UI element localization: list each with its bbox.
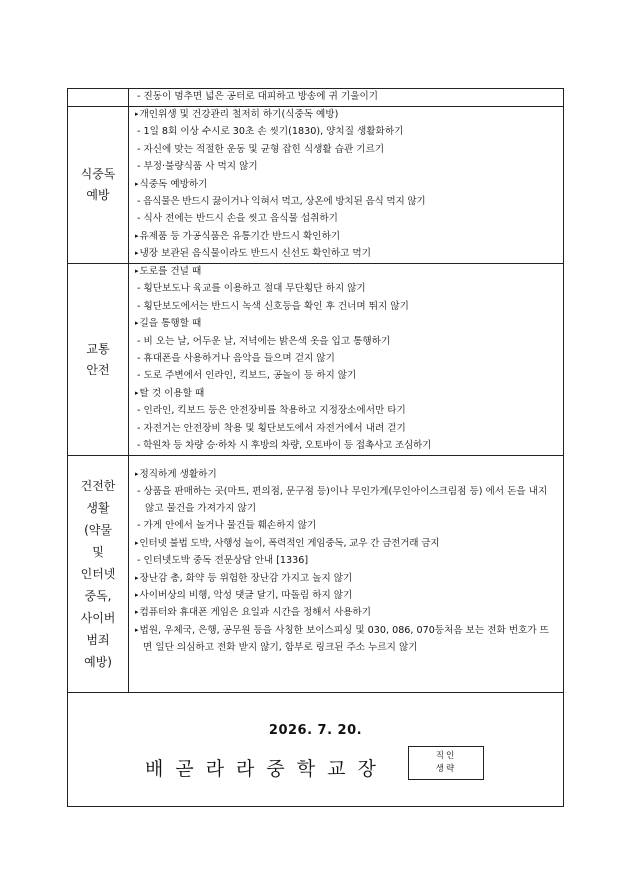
- list-item: [135, 622, 553, 656]
- category-label: 생활: [86, 501, 110, 515]
- row-items: [129, 106, 563, 263]
- safety-notice-table: [67, 88, 564, 807]
- list-item: [135, 535, 553, 552]
- official-seal-box: [408, 746, 484, 780]
- bullet-icon: ▸: [135, 608, 139, 617]
- issue-date: 2026. 7. 20.: [268, 723, 363, 738]
- row-items: [129, 466, 563, 692]
- category-label: 예방: [86, 188, 110, 202]
- list-item-text: 컴퓨터와 휴대폰 게임은 요일과 시간을 정해서 사용하기: [139, 607, 371, 619]
- bullet-icon: ▸: [135, 179, 139, 188]
- bullet-icon: ▸: [135, 388, 139, 397]
- bullet-icon: ▸: [135, 590, 139, 599]
- category-label: 건전한: [80, 479, 116, 493]
- list-item: [135, 176, 563, 193]
- bullet-icon: ▸: [135, 573, 139, 582]
- list-item: - 도로 주변에서 인라인, 킥보드, 공놀이 등 하지 않기: [137, 370, 357, 382]
- list-item: - 인터넷도박 중독 전문상담 안내 [1336]: [137, 555, 309, 567]
- category-label: (약물: [84, 523, 112, 537]
- list-item: - 자신에 맞는 적절한 운동 및 균형 잡힌 식생활 습관 기르기: [137, 143, 385, 155]
- list-item: - 자전거는 안전장비 착용 및 횡단보도에서 자전거에서 내려 걷기: [137, 422, 406, 434]
- list-item: [135, 263, 563, 280]
- list-item-text: 도로를 건널 때: [139, 266, 202, 277]
- list-item: [135, 466, 553, 483]
- category-label: 사이버: [80, 611, 116, 625]
- list-item: - 부정·불량식품 사 먹지 않기: [137, 161, 258, 173]
- list-item-text: 개인위생 및 건강관리 철저히 하기(식중독 예방): [139, 109, 339, 120]
- bullet-icon: ▸: [135, 267, 139, 275]
- bullet-icon: ▸: [135, 110, 139, 118]
- list-item: [135, 604, 553, 621]
- row-category: [68, 107, 129, 263]
- list-item: [135, 587, 553, 604]
- list-item: - 1일 8회 이상 수시로 30초 손 씻기(1830), 양치질 생활화하기: [137, 126, 404, 138]
- seal-text: 직인: [435, 751, 457, 761]
- category-label: 교통: [86, 341, 110, 356]
- bullet-icon: ▸: [135, 319, 139, 328]
- list-item: - 인라인, 킥보드 등은 안전장비를 착용하고 지정장소에서만 타기: [137, 405, 406, 417]
- list-item: [135, 106, 563, 123]
- category-label: 및: [92, 545, 104, 559]
- bullet-icon: ▸: [135, 538, 139, 547]
- bullet-icon: ▸: [135, 231, 139, 240]
- category-label: 인터넷: [80, 567, 116, 581]
- list-item-text: 냉장 보관된 음식물이라도 반드시 신선도 확인하고 먹기: [139, 248, 371, 260]
- list-item: [135, 570, 553, 587]
- bullet-icon: ▸: [135, 470, 139, 478]
- list-item: - 휴대폰을 사용하거나 음악을 들으며 걷지 않기: [137, 352, 335, 364]
- list-item: - 상품을 판매하는 곳(마트, 편의점, 문구점 등)이나 무인가게(무인아이스크림점 등) 에서 돈을 내지 않고 물건을 가져가지 않기: [137, 486, 548, 515]
- table-row: [68, 107, 563, 264]
- row-items: [129, 88, 563, 106]
- seal-text: 생략: [435, 764, 457, 774]
- table-row: [68, 264, 563, 456]
- list-item: [135, 245, 563, 262]
- list-item: - 횡단보도에서는 반드시 녹색 신호등을 확인 후 건너며 뛰지 않기: [137, 300, 409, 312]
- list-item-text: 유제품 등 가공식품은 유통기간 반드시 확인하기: [139, 230, 341, 242]
- category-label: 범죄: [86, 633, 110, 647]
- row-category: [68, 89, 129, 106]
- list-item: [135, 385, 563, 402]
- bullet-icon: ▸: [135, 625, 139, 634]
- list-item: - 식사 전에는 반드시 손을 씻고 음식물 섭취하기: [137, 213, 338, 225]
- category-label: 중독,: [84, 589, 112, 603]
- list-item-text: 정직하게 생활하기: [139, 469, 217, 480]
- list-item: [135, 228, 563, 245]
- list-item: - 가게 안에서 놀거나 물건들 훼손하지 않기: [137, 520, 317, 532]
- list-item-text: 법원, 우체국, 은행, 공무원 등을 사칭한 보이스피싱 및 030, 086, 070등처음 보는 전화 번호가 뜨면 일단 의심하고 전화 받지 않기, 함부로 링크된 주소 누르지 않기: [139, 624, 549, 653]
- list-item-text: 사이버상의 비행, 악성 댓글 달기, 따돌림 하지 않기: [139, 589, 353, 601]
- list-item-text: 식중독 예방하기: [139, 178, 208, 190]
- table-row: [68, 456, 563, 693]
- row-category: [68, 456, 129, 692]
- list-item: [135, 315, 563, 332]
- list-item: - 비 오는 날, 어두운 날, 저녁에는 밝은색 옷을 입고 통행하기: [137, 335, 391, 347]
- table-row: [68, 89, 563, 107]
- list-item: - 음식물은 반드시 끓이거나 익혀서 먹고, 상온에 방치된 음식 먹지 않기: [137, 195, 426, 207]
- row-items: [129, 263, 563, 455]
- list-item-text: 인터넷 불법 도박, 사행성 놀이, 폭력적인 게임중독, 교우 간 금전거래 금지: [139, 537, 440, 549]
- list-item: - 학원차 등 차량 승·하차 시 후방의 차량, 오토바이 등 접촉사고 조심하기: [137, 439, 432, 451]
- school-principal-signature: 배곧라라중학교장: [145, 758, 388, 780]
- category-label: 식중독: [80, 167, 116, 181]
- list-item-text: 길을 통행할 때: [139, 318, 202, 330]
- category-label: 안전: [86, 362, 110, 377]
- list-item-text: 장난감 총, 화약 등 위험한 장난감 가지고 놀지 않기: [139, 572, 353, 584]
- list-item-text: 탈 것 이용할 때: [139, 387, 205, 399]
- list-item: - 횡단보도나 육교를 이용하고 절대 무단횡단 하지 않기: [137, 283, 366, 295]
- list-item: - 진동이 멈추면 넓은 공터로 대피하고 방송에 귀 기울이기: [137, 91, 379, 102]
- row-category: [68, 264, 129, 455]
- bullet-icon: ▸: [135, 249, 139, 258]
- category-label: 예방): [84, 655, 112, 669]
